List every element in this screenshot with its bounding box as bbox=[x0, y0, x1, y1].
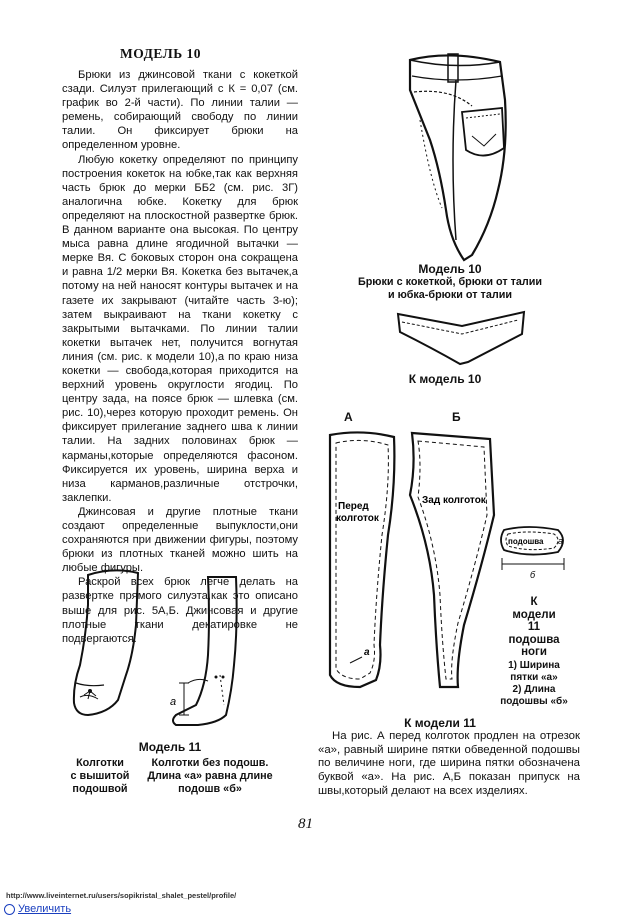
zoom-link[interactable]: Увеличить bbox=[18, 903, 72, 915]
fig10-caption: Брюки с кокеткой, брюки от талии и юбка-брюки от талии bbox=[357, 276, 543, 301]
sole-mark-b: б bbox=[530, 570, 536, 580]
back-label: Зад колготок bbox=[422, 495, 486, 506]
section-heading: МОДЕЛЬ 10 bbox=[120, 46, 202, 61]
yoke-pattern bbox=[392, 308, 532, 368]
sole-pattern bbox=[498, 520, 578, 580]
body-text bbox=[62, 68, 298, 646]
front-label-line2: колготок bbox=[336, 513, 379, 524]
jeans-illustration bbox=[380, 40, 530, 262]
dimension-a-label: а bbox=[170, 696, 177, 708]
front-mark-a: а bbox=[364, 647, 370, 658]
tights-pattern bbox=[322, 425, 502, 705]
zoom-control[interactable] bbox=[4, 903, 71, 915]
fig11-title: К модели 11 bbox=[404, 716, 476, 730]
paragraph: Любую кокетку определяют по принципу построения кокеток на юбке,так как верхняя часть брюк до мерки ББ2 (см. рис. 3Г) аналогична юбке. Кокетку для брюк определяют на плоскостной развертке брюк. В данном варианте она высокая. По центру мыса равна длине ягодичной вытачки — мерке Вя. С боковых сторон она сокращена и равна 1/2 мерки Вя. Кокетка без вытачек,а потому на ней наносят контуры вытачек и на газете их закрывают (читайте часть 3-ю); затем выкраивают на ткани кокетку с закрытыми вытачками. По линии талии кокетки вытачек нет, получится вогнутая линия (см. рис. к модели 10),а по краю низа кокетки — свобода,которая приходится на верхний уровень округлости ягодиц. По центру зада, на поясе брюк — шлевка (см. рис. 10),через которую проходит ремень. Он фиксирует прилегание заднего шва к линии талии. На задних половинах брюк — карманы,которые определяются фасоном. Фиксируется их уровень, ширина верха и низа карманов,различные отстрочки, заклепки. bbox=[62, 153, 298, 504]
page-number: 81 bbox=[298, 816, 313, 832]
sole-title: К модели 11 подошва ноги bbox=[508, 596, 560, 658]
fig11-text: На рис. А перед колготок продлен на отрезок «а», равный ширине пятки обведенной подошвы по величине ноги, где ширина пятки обозначена буквой «а». На рис. А,Б показан припуск на швы,который делают на всех изделиях. bbox=[318, 730, 580, 797]
paragraph: Брюки из джинсовой ткани с кокеткой сзади. Силуэт прилегающий с К = 0,07 (см. график во 2-й части). По линии талии — ремень, собирающий свободу по линии талии. Он фиксирует брюки на определенном уровне. bbox=[62, 69, 298, 152]
sole-label: подошва bbox=[508, 537, 544, 546]
front-label: Перед bbox=[338, 501, 369, 512]
fig-yoke-title: К модель 10 bbox=[408, 372, 482, 386]
model11-caption-left: Колготки с вышитой подошвой bbox=[70, 757, 130, 795]
footer-url[interactable]: http://www.liveinternet.ru/users/sopikristal_shalet_pestel/profile/ bbox=[6, 891, 237, 900]
magnifier-icon[interactable] bbox=[4, 904, 15, 915]
model11-illustration bbox=[58, 565, 308, 745]
label-a: А bbox=[344, 410, 353, 424]
paragraph: Джинсовая и другие плотные ткани создают определенные выпуклости,они сохраняются при движении фигуры, поэтому брюки из плотных тканей можно шить на любые фигуры. bbox=[62, 505, 298, 575]
fig10-title: Модель 10 bbox=[418, 262, 482, 276]
model11-caption-right: Колготки без подошв. Длина «а» равна длине подошв «б» bbox=[147, 757, 273, 795]
label-b: Б bbox=[452, 410, 461, 424]
paragraph: Раскрой всех брюк легче делать на развертке прямого силуэта,как это описано выше для рис. 5А,Б. Джинсовая и другие плотные ткани декатировке не подвергаются. bbox=[62, 576, 298, 645]
sole-notes: 1) Ширина пятки «а» 2) Длина подошвы «б» bbox=[500, 660, 568, 707]
sole-mark-a: а bbox=[558, 536, 564, 546]
model11-title: Модель 11 bbox=[138, 740, 202, 754]
